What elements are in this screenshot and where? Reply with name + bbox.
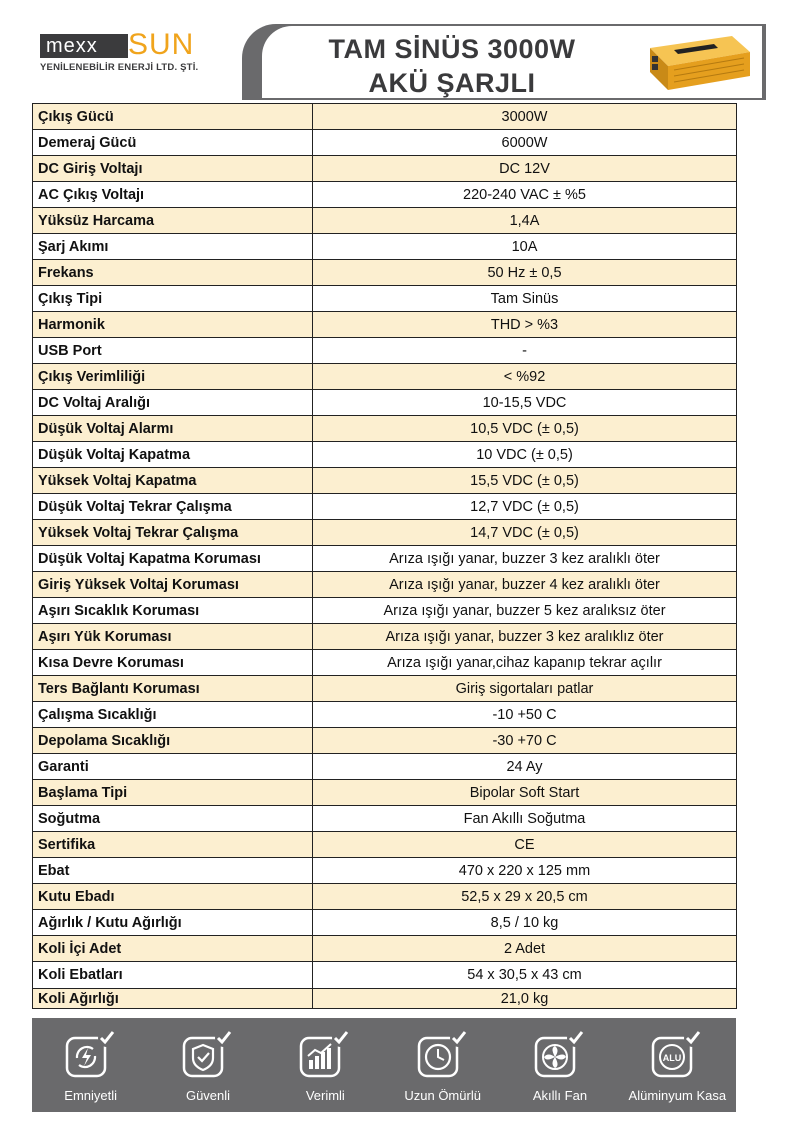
spec-row bbox=[33, 728, 737, 754]
spec-label: Demeraj Gücü bbox=[33, 130, 313, 156]
spec-label: Yüksüz Harcama bbox=[33, 208, 313, 234]
spec-label: Sertifika bbox=[33, 832, 313, 858]
feature-long-life bbox=[384, 1018, 501, 1112]
spec-value: Bipolar Soft Start bbox=[313, 780, 737, 806]
spec-row bbox=[33, 104, 737, 130]
page-title-line1: TAM SİNÜS 3000W bbox=[328, 34, 576, 64]
spec-value: Arıza ışığı yanar, buzzer 4 kez aralıklı öter bbox=[313, 572, 737, 598]
spec-row bbox=[33, 832, 737, 858]
spec-value: CE bbox=[313, 832, 737, 858]
spec-row bbox=[33, 442, 737, 468]
spec-value: THD > %3 bbox=[313, 312, 737, 338]
feature-aluminum-case bbox=[619, 1018, 736, 1112]
feature-label: Verimli bbox=[305, 1088, 345, 1103]
spec-label: Düşük Voltaj Tekrar Çalışma bbox=[33, 494, 313, 520]
spec-value: 54 x 30,5 x 43 cm bbox=[313, 962, 737, 989]
spec-value: - bbox=[313, 338, 737, 364]
spec-label: Garanti bbox=[33, 754, 313, 780]
spec-label: Ağırlık / Kutu Ağırlığı bbox=[33, 910, 313, 936]
spec-value: 470 x 220 x 125 mm bbox=[313, 858, 737, 884]
spec-row bbox=[33, 312, 737, 338]
spec-row bbox=[33, 572, 737, 598]
spec-label: Giriş Yüksek Voltaj Koruması bbox=[33, 572, 313, 598]
spec-label: Yüksek Voltaj Kapatma bbox=[33, 468, 313, 494]
company-logo bbox=[40, 30, 240, 76]
spec-value: Tam Sinüs bbox=[313, 286, 737, 312]
clock-icon bbox=[413, 1028, 473, 1082]
spec-value: Arıza ışığı yanar,cihaz kapanıp tekrar açılır bbox=[313, 650, 737, 676]
spec-value: Giriş sigortaları patlar bbox=[313, 676, 737, 702]
shield-icon bbox=[178, 1028, 238, 1082]
spec-label: Koli Ebatları bbox=[33, 962, 313, 989]
spec-value: 52,5 x 29 x 20,5 cm bbox=[313, 884, 737, 910]
spec-row bbox=[33, 989, 737, 1009]
spec-row bbox=[33, 598, 737, 624]
spec-row bbox=[33, 754, 737, 780]
feature-secure bbox=[149, 1018, 266, 1112]
spec-value: < %92 bbox=[313, 364, 737, 390]
spec-row bbox=[33, 260, 737, 286]
spec-label: Aşırı Sıcaklık Koruması bbox=[33, 598, 313, 624]
spec-row bbox=[33, 338, 737, 364]
spec-label: Ters Bağlantı Koruması bbox=[33, 676, 313, 702]
spec-value: -10 +50 C bbox=[313, 702, 737, 728]
spec-row bbox=[33, 416, 737, 442]
spec-value: 2 Adet bbox=[313, 936, 737, 962]
spec-value: 10-15,5 VDC bbox=[313, 390, 737, 416]
spec-label: Yüksek Voltaj Tekrar Çalışma bbox=[33, 520, 313, 546]
spec-row bbox=[33, 624, 737, 650]
aluminum-case-icon bbox=[647, 1028, 707, 1082]
spec-value: 24 Ay bbox=[313, 754, 737, 780]
spec-label: Ebat bbox=[33, 858, 313, 884]
spec-row bbox=[33, 780, 737, 806]
spec-row bbox=[33, 520, 737, 546]
feature-efficient bbox=[267, 1018, 384, 1112]
spec-value: 1,4A bbox=[313, 208, 737, 234]
spec-label: Koli Ağırlığı bbox=[33, 989, 313, 1009]
spec-row bbox=[33, 702, 737, 728]
fan-icon bbox=[530, 1028, 590, 1082]
spec-row bbox=[33, 884, 737, 910]
spec-value: 12,7 VDC (± 0,5) bbox=[313, 494, 737, 520]
spec-row bbox=[33, 156, 737, 182]
logo-sun: SUN bbox=[128, 28, 195, 61]
feature-label: Uzun Ömürlü bbox=[404, 1088, 481, 1103]
spec-row bbox=[33, 130, 737, 156]
feature-smart-fan bbox=[501, 1018, 618, 1112]
spec-value: DC 12V bbox=[313, 156, 737, 182]
logo-mexx: mexx bbox=[46, 35, 98, 57]
spec-value: -30 +70 C bbox=[313, 728, 737, 754]
spec-row bbox=[33, 208, 737, 234]
header bbox=[32, 24, 736, 100]
spec-value: Arıza ışığı yanar, buzzer 3 kez aralıklı öter bbox=[313, 546, 737, 572]
inverter-product-image bbox=[644, 30, 754, 94]
spec-value: 14,7 VDC (± 0,5) bbox=[313, 520, 737, 546]
alu-text: ALU bbox=[663, 1053, 682, 1063]
feature-label: Alüminyum Kasa bbox=[628, 1088, 727, 1103]
spec-label: Çıkış Gücü bbox=[33, 104, 313, 130]
spec-row bbox=[33, 546, 737, 572]
spec-label: Şarj Akımı bbox=[33, 234, 313, 260]
spec-row bbox=[33, 468, 737, 494]
logo-subtitle: YENİLENEBİLİR ENERJİ LTD. ŞTİ. bbox=[40, 62, 199, 73]
page-title-line2: AKÜ ŞARJLI bbox=[368, 68, 536, 98]
spec-label: Kısa Devre Koruması bbox=[33, 650, 313, 676]
feature-label: Güvenli bbox=[185, 1088, 231, 1103]
spec-value: 220-240 VAC ± %5 bbox=[313, 182, 737, 208]
spec-value: 6000W bbox=[313, 130, 737, 156]
spec-value: Fan Akıllı Soğutma bbox=[313, 806, 737, 832]
spec-label: Frekans bbox=[33, 260, 313, 286]
spec-value: 21,0 kg bbox=[313, 989, 737, 1009]
spec-label: Çalışma Sıcaklığı bbox=[33, 702, 313, 728]
spec-value: 10 VDC (± 0,5) bbox=[313, 442, 737, 468]
spec-row bbox=[33, 676, 737, 702]
spec-label: Düşük Voltaj Alarmı bbox=[33, 416, 313, 442]
spec-label: Aşırı Yük Koruması bbox=[33, 624, 313, 650]
feature-label: Emniyetli bbox=[64, 1088, 118, 1103]
spec-label: Soğutma bbox=[33, 806, 313, 832]
spec-row bbox=[33, 364, 737, 390]
spec-label: DC Voltaj Aralığı bbox=[33, 390, 313, 416]
spec-label: Depolama Sıcaklığı bbox=[33, 728, 313, 754]
spec-row bbox=[33, 390, 737, 416]
spec-row bbox=[33, 286, 737, 312]
spec-row bbox=[33, 962, 737, 989]
safety-icon bbox=[61, 1028, 121, 1082]
spec-row bbox=[33, 234, 737, 260]
spec-label: Düşük Voltaj Kapatma Koruması bbox=[33, 546, 313, 572]
spec-row bbox=[33, 650, 737, 676]
spec-row bbox=[33, 910, 737, 936]
spec-label: USB Port bbox=[33, 338, 313, 364]
spec-table bbox=[32, 103, 737, 1009]
spec-label: Çıkış Verimliliği bbox=[33, 364, 313, 390]
spec-label: Çıkış Tipi bbox=[33, 286, 313, 312]
spec-value: 50 Hz ± 0,5 bbox=[313, 260, 737, 286]
spec-value: 3000W bbox=[313, 104, 737, 130]
spec-row bbox=[33, 806, 737, 832]
spec-label: Harmonik bbox=[33, 312, 313, 338]
spec-row bbox=[33, 182, 737, 208]
spec-label: Koli İçi Adet bbox=[33, 936, 313, 962]
spec-value: Arıza ışığı yanar, buzzer 3 kez aralıklız öter bbox=[313, 624, 737, 650]
feature-safety bbox=[32, 1018, 149, 1112]
spec-row bbox=[33, 858, 737, 884]
spec-value: 15,5 VDC (± 0,5) bbox=[313, 468, 737, 494]
feature-label: Akıllı Fan bbox=[532, 1088, 588, 1103]
spec-value: 10A bbox=[313, 234, 737, 260]
spec-value: 10,5 VDC (± 0,5) bbox=[313, 416, 737, 442]
spec-row bbox=[33, 936, 737, 962]
spec-label: AC Çıkış Voltajı bbox=[33, 182, 313, 208]
spec-value: Arıza ışığı yanar, buzzer 5 kez aralıksız öter bbox=[313, 598, 737, 624]
spec-value: 8,5 / 10 kg bbox=[313, 910, 737, 936]
spec-row bbox=[33, 494, 737, 520]
features-band bbox=[32, 1018, 736, 1112]
efficiency-chart-icon bbox=[295, 1028, 355, 1082]
spec-label: Kutu Ebadı bbox=[33, 884, 313, 910]
spec-label: DC Giriş Voltajı bbox=[33, 156, 313, 182]
spec-label: Başlama Tipi bbox=[33, 780, 313, 806]
spec-label: Düşük Voltaj Kapatma bbox=[33, 442, 313, 468]
